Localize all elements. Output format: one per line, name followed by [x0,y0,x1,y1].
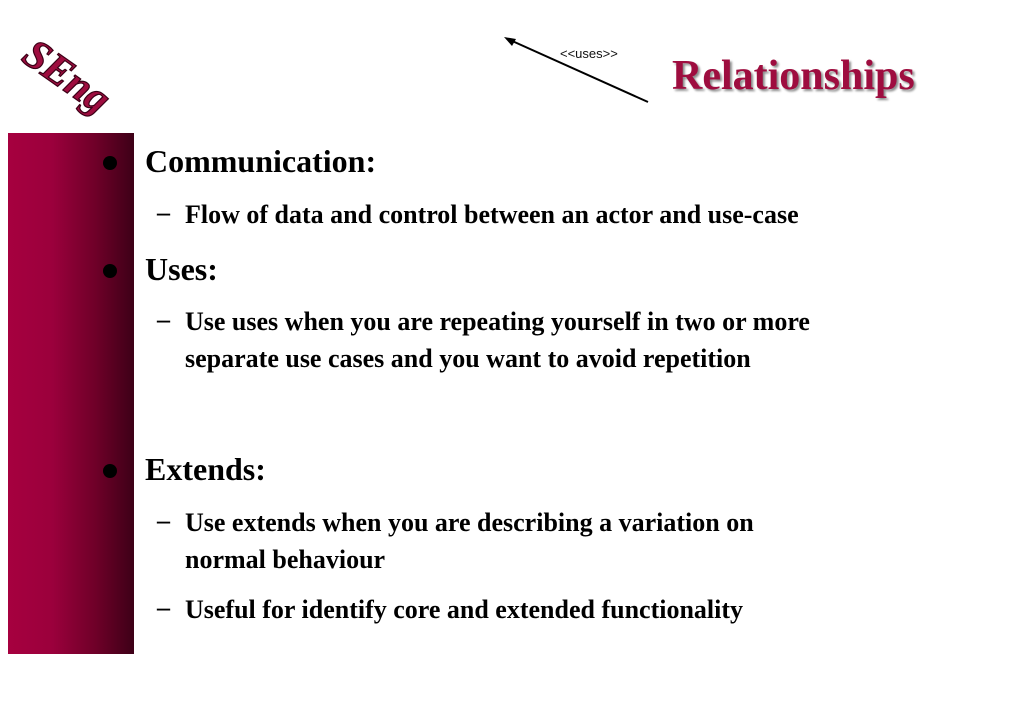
uses-sub-1-line1: Use uses when you are repeating yourself in two or more [185,307,810,336]
extends-sub-2: Useful for identify core and extended functionality [185,595,744,624]
heading-communication: Communication: [145,143,377,179]
dash-icon: – [157,305,170,334]
dash-icon: – [157,198,170,227]
bullet-icon [103,156,117,170]
uses-sub-1-line2: separate use cases and you want to avoid repetition [185,344,751,373]
dash-icon: – [157,506,170,535]
logo-text: SEng [14,30,120,124]
uses-label: <<uses>> [560,46,618,61]
sidebar-bar [8,133,134,654]
heading-uses: Uses: [145,251,218,287]
extends-sub-1-line1: Use extends when you are describing a variation on [185,508,754,537]
bullet-icon [103,264,117,278]
bullet-icon [103,464,117,478]
page-title: Relationships [672,53,915,99]
communication-sub-1: Flow of data and control between an actor and use-case [185,200,799,229]
seng-logo [8,30,148,130]
extends-sub-1-line2: normal behaviour [185,545,386,574]
dash-icon: – [157,593,170,622]
heading-extends: Extends: [145,451,266,487]
